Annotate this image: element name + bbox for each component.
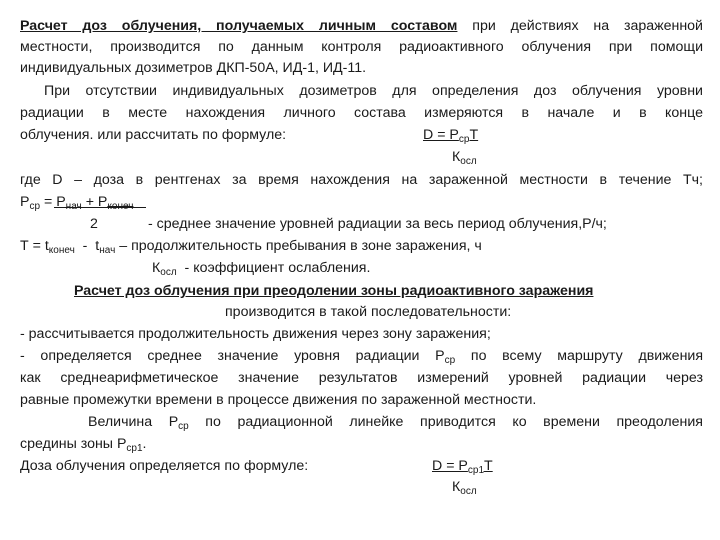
- paragraph-3-line-1: [88, 412, 703, 433]
- formula-1-lhs-wrap: [423, 127, 478, 143]
- formula-2-t: T: [484, 458, 493, 474]
- definition-k: [152, 258, 703, 279]
- bullet-2-line-2: как среднеарифметическое значение результатов измерений уровней радиации через: [20, 370, 703, 386]
- t-lhs: Т = t: [20, 238, 49, 254]
- formula-2-lhs: D = P: [432, 458, 468, 474]
- t-sub-1: конеч: [48, 245, 75, 256]
- p3-text-b: по радиационной линейке приводится ко времени преодоления: [188, 414, 703, 430]
- bullet-2-sub: ср: [444, 355, 456, 366]
- formula-2-lhs-wrap: [432, 458, 493, 474]
- t-description: – продолжительность пребывания в зоне заражения, ч: [115, 238, 482, 254]
- paragraph-2-line-2: радиации в месте нахождения личного состава измеряются в начале и в конце: [20, 105, 703, 121]
- formula-1-numerator: [423, 125, 543, 146]
- paragraph-1-line-3: индивидуальных дозиметров ДКП-50А, ИД-1, ИД-11.: [20, 60, 367, 76]
- section-2-heading: Расчет доз облучения при преодолении зоны радиоактивного заражения: [74, 283, 594, 299]
- paragraph-2-line-3: облучения. или рассчитать по формуле:: [20, 127, 287, 143]
- section-2-title: [74, 281, 674, 302]
- pcp-eq: = Р: [40, 194, 66, 210]
- section-2-subtitle: производится в такой последовательности:: [225, 304, 512, 320]
- formula-2-den-sub: осл: [460, 486, 477, 497]
- bullet-2-line-3: равные промежутки времени в процессе движения по зараженной местности.: [20, 392, 537, 408]
- t-minus: - t: [74, 238, 100, 254]
- p3-line2-text-a: средины зоны Р: [20, 436, 127, 452]
- formula-1-den-sub: осл: [460, 156, 477, 167]
- formula-2-numerator: [432, 456, 552, 477]
- pcp-plus: + Р: [81, 194, 108, 210]
- formula-1-lhs: D = P: [423, 127, 459, 143]
- formula-1-den: К: [452, 149, 461, 165]
- definition-t: [20, 236, 703, 257]
- paragraph-2-line-1: При отсутствии индивидуальных дозиметров для определения доз облучения уровни: [44, 83, 703, 99]
- definition-pcp-denominator: 2: [90, 216, 98, 232]
- t-sub-2: нач: [99, 245, 116, 256]
- pcp-lhs: Р: [20, 194, 30, 210]
- p3-text-a: Величина Р: [88, 414, 179, 430]
- paragraph-1-line-2: местности, производится по данным контроля радиоактивного облучения при помощи: [20, 39, 703, 55]
- definition-d: где D – доза в рентгенах за время нахождения на зараженной местности в течение Тч;: [20, 172, 703, 188]
- pnach-sub: нач: [65, 201, 82, 212]
- p3-line2-sub: ср1: [126, 443, 143, 454]
- bullet-2-text-a: - определяется среднее значение уровня радиации Р: [20, 348, 445, 364]
- pcp-sub: ср: [29, 201, 41, 212]
- dose-formula-intro: Доза облучения определяется по формуле:: [20, 458, 309, 474]
- formula-2-sub: ср1: [467, 465, 485, 476]
- k-sub: осл: [160, 267, 177, 278]
- heading-dose-calculation: Расчет доз облучения, получаемых личным составом: [20, 18, 458, 34]
- text-fragment: при действиях на зараженной: [457, 18, 703, 34]
- pkon-sub: конеч: [107, 201, 134, 212]
- formula-1-sub: ср: [458, 134, 470, 145]
- p3-sub: ср: [178, 421, 189, 432]
- bullet-2-text-b: по всему маршруту движения: [455, 348, 704, 364]
- formula-1-t: T: [469, 127, 479, 143]
- formula-2-denominator: [452, 477, 532, 498]
- k-lhs: К: [152, 260, 161, 276]
- bullet-2-line-1: [20, 346, 703, 367]
- paragraph-3-line-2: [20, 434, 703, 455]
- p3-line2-text-b: .: [142, 436, 147, 452]
- definition-pcp-description: - среднее значение уровней радиации за весь период облучения,Р/ч;: [148, 216, 607, 232]
- bullet-1: - рассчитывается продолжительность движения через зону заражения;: [20, 326, 491, 342]
- paragraph-1-line-1: [20, 16, 703, 37]
- k-description: - коэффициент ослабления.: [176, 260, 371, 276]
- fraction-bar: [54, 207, 146, 208]
- formula-2-den: К: [452, 479, 461, 495]
- definition-pcp-formula: [20, 192, 703, 213]
- formula-1-denominator: [452, 147, 532, 168]
